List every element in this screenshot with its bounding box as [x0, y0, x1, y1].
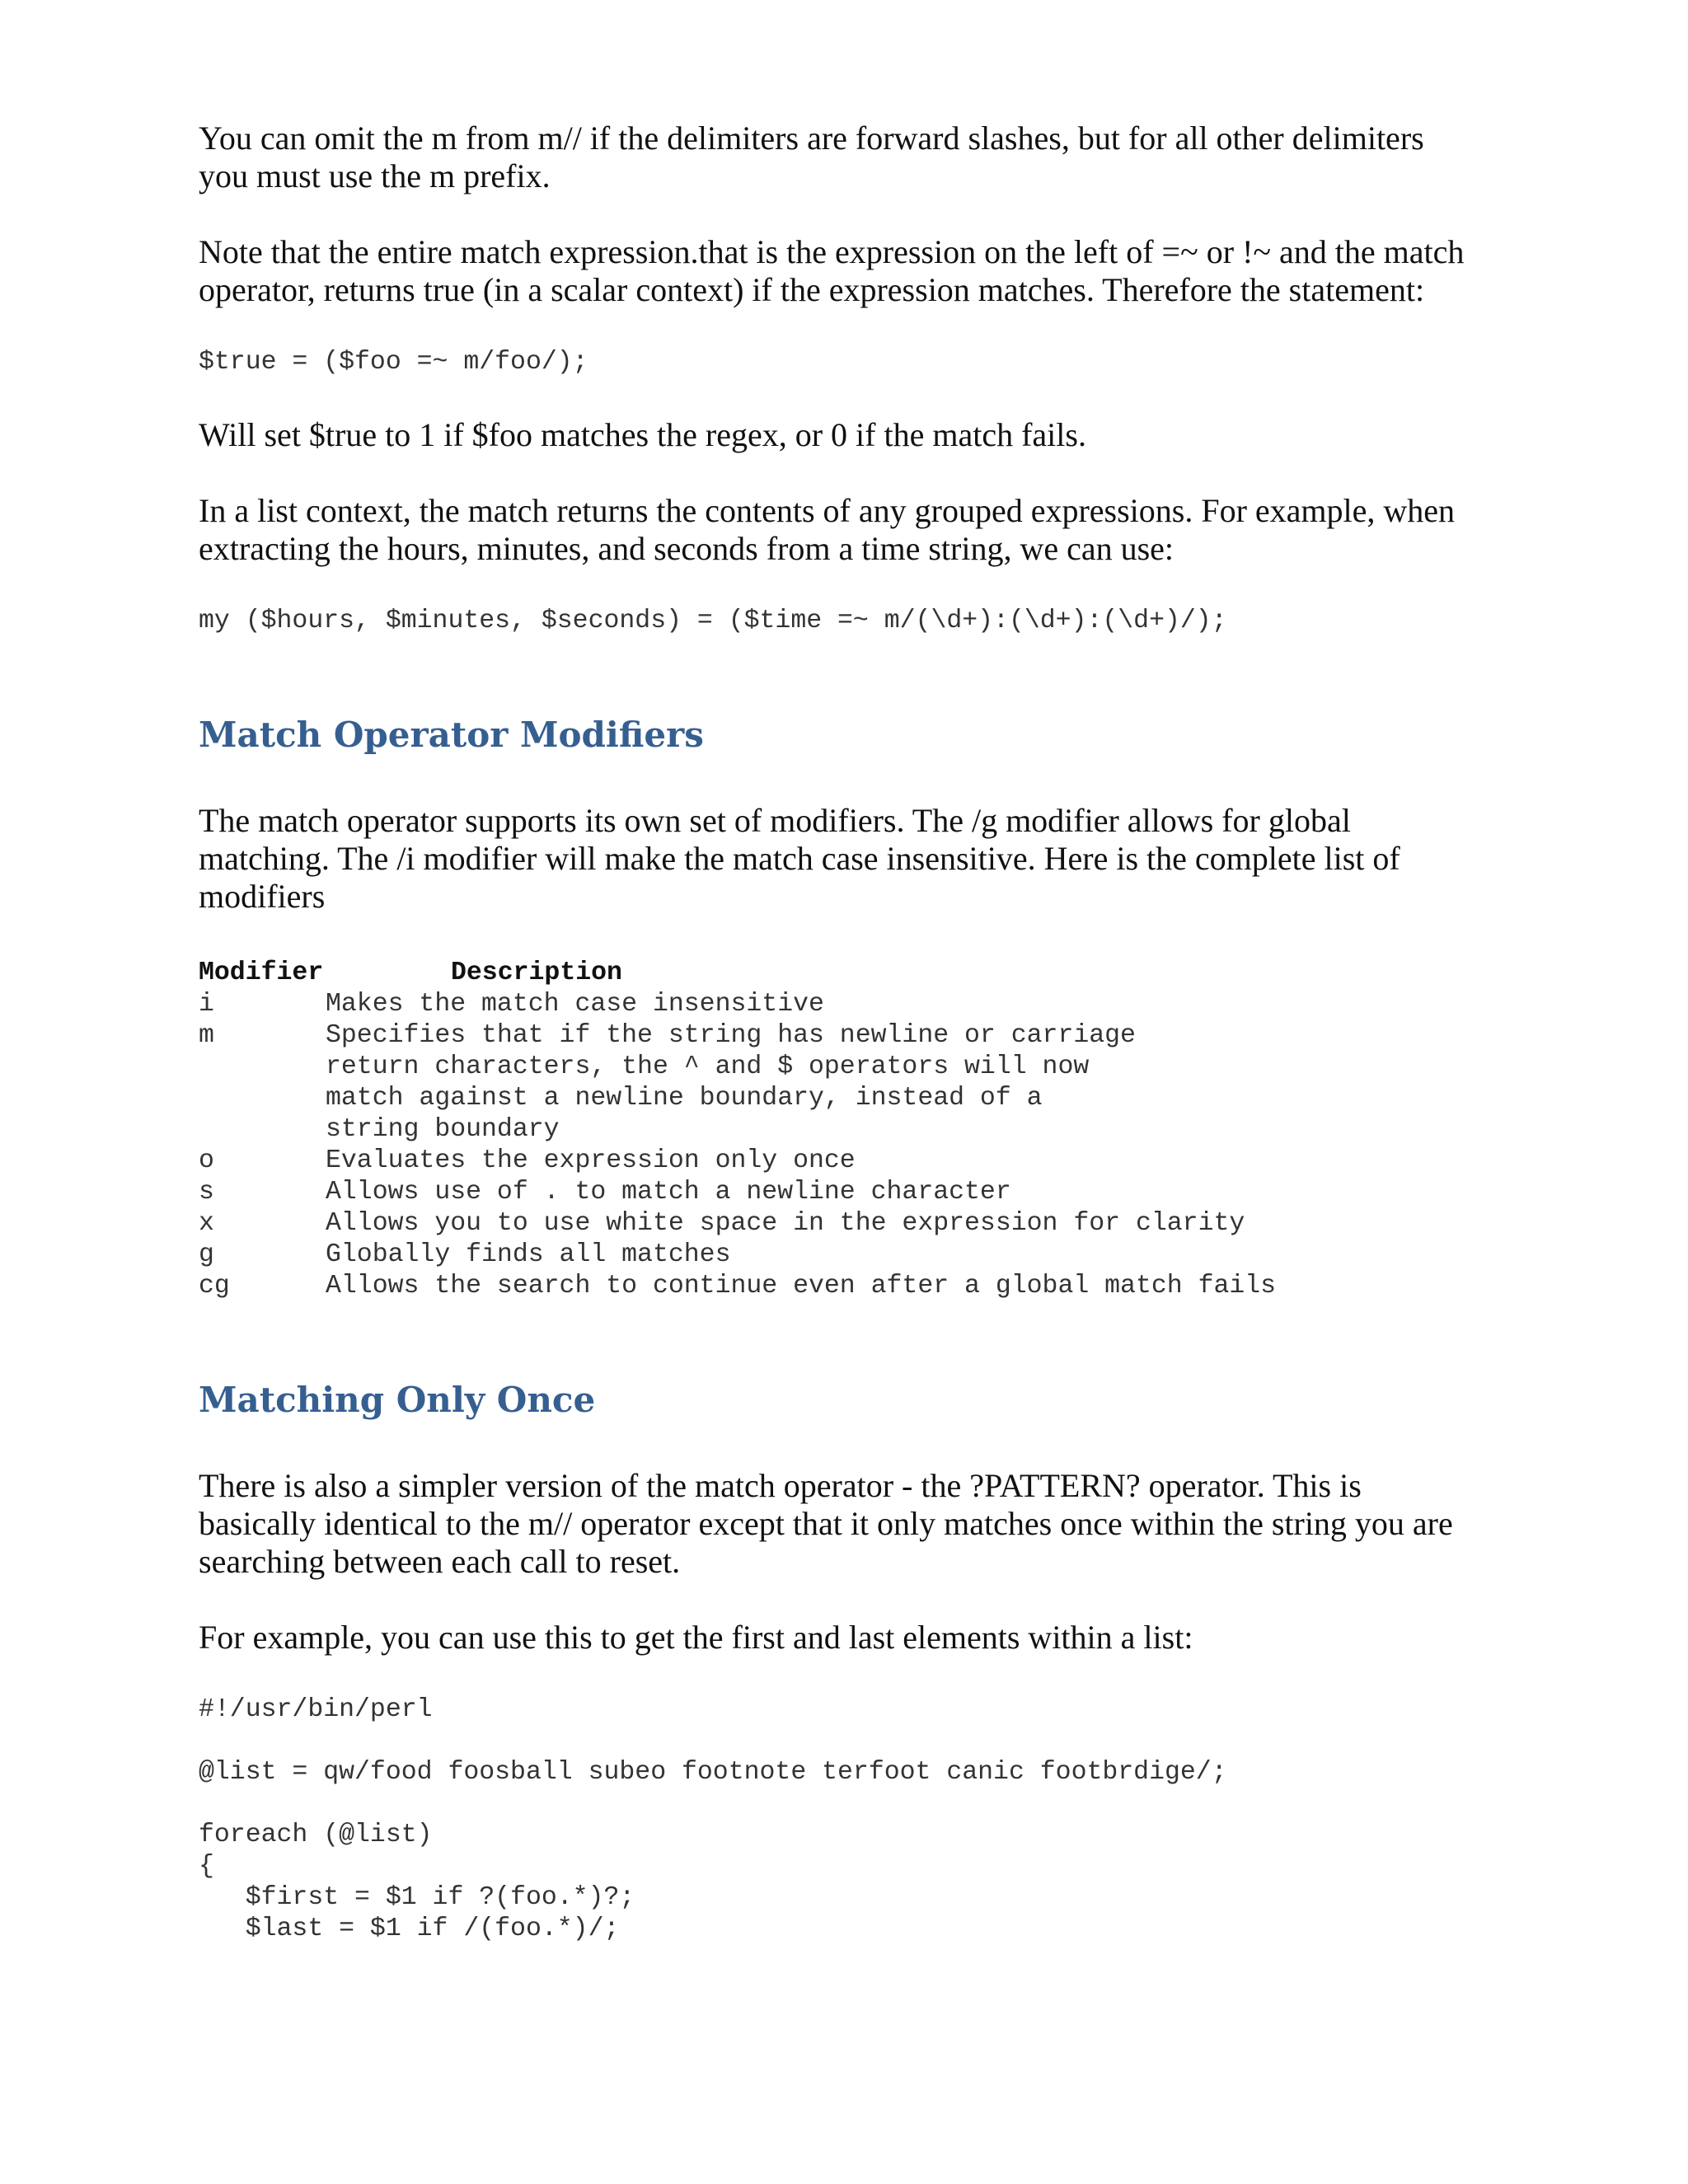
- modifier-table-header: [199, 958, 1517, 989]
- modifier-description: Allows use of . to match a newline character: [326, 1178, 1011, 1207]
- modifier-description: Allows the search to continue even after a global match fails: [326, 1272, 1277, 1301]
- modifier-description: Allows you to use white space in the expression for clarity: [326, 1209, 1245, 1238]
- modifier-code: cg: [199, 1272, 230, 1301]
- modifier-code: x: [199, 1209, 214, 1238]
- modifier-description: Evaluates the expression only once: [326, 1146, 856, 1175]
- modifier-column-header: Modifier: [199, 958, 324, 987]
- paragraph-omit-m: You can omit the m from m// if the delimiters are forward slashes, but for all other delimiters you must use the m prefix.: [199, 120, 1424, 194]
- modifier-row: [199, 989, 1517, 1020]
- paragraph-pattern-operator: There is also a simpler version of the match operator - the ?PATTERN? operator. This is basically identical to the m// operator except that it only matches once within the string you are searching between each call to reset.: [199, 1467, 1453, 1580]
- heading-matching-only-once: Matching Only Once: [199, 1380, 596, 1420]
- modifier-description: Makes the match case insensitive: [326, 990, 824, 1019]
- modifier-code: s: [199, 1178, 214, 1207]
- modifier-description: Globally finds all matches: [326, 1240, 731, 1269]
- modifier-row: [199, 1240, 1517, 1271]
- paragraph-set-true: Will set $true to 1 if $foo matches the regex, or 0 if the match fails.: [199, 416, 1086, 453]
- modifier-code: g: [199, 1240, 214, 1269]
- code-foreach-block: foreach (@list) { $first = $1 if ?(foo.*)?; $last = $1 if /(foo.*)/;: [199, 1821, 635, 1943]
- paragraph-example-intro: For example, you can use this to get the first and last elements within a list:: [199, 1619, 1193, 1656]
- modifier-table: [199, 958, 1517, 1302]
- code-shebang: #!/usr/bin/perl: [199, 1695, 433, 1724]
- code-time-extract: my ($hours, $minutes, $seconds) = ($time =~ m/(\d+):(\d+):(\d+)/);: [199, 607, 1227, 635]
- code-list-assignment: @list = qw/food foosball subeo footnote terfoot canic footbrdige/;: [199, 1758, 1227, 1787]
- modifier-code: o: [199, 1146, 214, 1175]
- modifier-row: [199, 1271, 1517, 1302]
- modifier-code: i: [199, 990, 214, 1019]
- paragraph-modifiers-intro: The match operator supports its own set of modifiers. The /g modifier allows for global matching. The /i modifier will make the match case insensitive. Here is the complete list of modifiers: [199, 802, 1400, 915]
- paragraph-match-expression: Note that the entire match expression.that is the expression on the left of =~ or !~ and the match operator, returns true (in a scalar context) if the expression matches. Therefore the statement:: [199, 233, 1465, 308]
- heading-match-operator-modifiers: Match Operator Modifiers: [199, 715, 704, 755]
- code-scalar-match: $true = ($foo =~ m/foo/);: [199, 348, 588, 377]
- modifier-row: [199, 1020, 1517, 1146]
- modifier-description: Specifies that if the string has newline or carriage return characters, the ^ and $ operators will now match against a newline boundary, instead of a string boundary: [326, 1021, 1136, 1144]
- page-content: [199, 120, 1517, 1945]
- modifier-row: [199, 1177, 1517, 1208]
- description-column-header: Description: [451, 958, 622, 987]
- modifier-row: [199, 1146, 1517, 1177]
- modifier-row: [199, 1208, 1517, 1240]
- paragraph-list-context: In a list context, the match returns the contents of any grouped expressions. For example, when extracting the hours, minutes, and seconds from a time string, we can use:: [199, 492, 1456, 567]
- modifier-code: m: [199, 1021, 214, 1050]
